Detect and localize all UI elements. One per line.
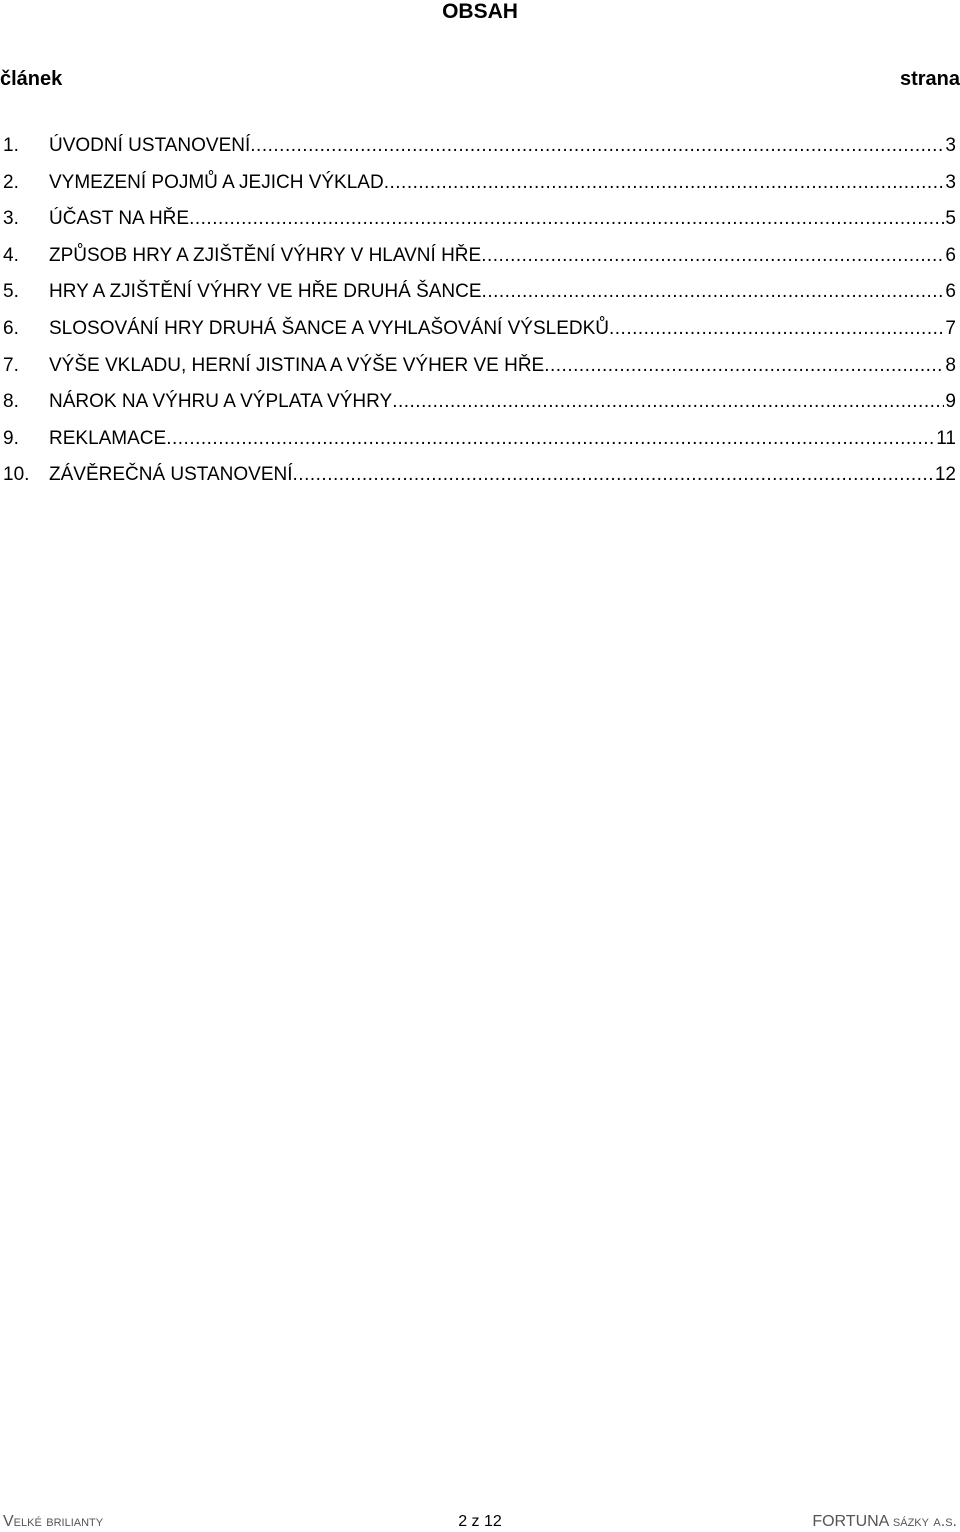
page-footer	[0, 1512, 960, 1532]
toc-entry-number: 2.	[3, 171, 19, 193]
toc-entry-page: 3	[945, 171, 956, 193]
toc-entry-page: 5	[945, 208, 956, 230]
toc-entry[interactable]	[0, 280, 956, 317]
toc-entry-title: ÚČAST NA HŘE	[49, 208, 190, 230]
footer-document-name: Velké brilianty	[3, 1513, 104, 1530]
toc-dot-leader	[392, 390, 944, 414]
toc-entry-page: 6	[945, 244, 956, 266]
toc-entry-number: 1.	[3, 135, 19, 156]
column-header-page: strana	[899, 68, 960, 90]
toc-entry-title: ZPŮSOB HRY A ZJIŠTĚNÍ VÝHRY V HLAVNÍ HŘE	[49, 244, 482, 266]
toc-entry-number: 5.	[3, 281, 19, 303]
column-header-article: článek	[0, 68, 63, 90]
toc-dot-leader	[189, 207, 944, 231]
toc-dot-leader	[481, 244, 944, 268]
toc-entry[interactable]	[0, 317, 956, 354]
toc-dot-leader	[544, 354, 944, 378]
toc-entry-title: NÁROK NA VÝHRU A VÝPLATA VÝHRY	[49, 391, 393, 413]
toc-entry-number: 8.	[3, 391, 19, 413]
toc-entry-title: VYMEZENÍ POJMŮ A JEJICH VÝKLAD	[49, 171, 384, 193]
toc-dot-leader	[166, 427, 935, 451]
toc-entry-page: 8	[945, 354, 956, 376]
table-of-contents	[0, 134, 956, 500]
toc-dot-leader	[250, 134, 944, 158]
toc-entry-number: 10.	[3, 464, 30, 486]
toc-entry-page: 3	[945, 135, 956, 156]
toc-entry-page: 9	[945, 391, 956, 413]
toc-entry-title: ÚVODNÍ USTANOVENÍ	[49, 135, 251, 156]
toc-dot-leader	[609, 317, 944, 341]
toc-entry-number: 9.	[3, 427, 19, 449]
toc-dot-leader	[482, 280, 945, 304]
toc-entry-page: 7	[945, 317, 956, 339]
toc-entry-title: ZÁVĚREČNÁ USTANOVENÍ	[49, 464, 293, 486]
toc-entry-page: 11	[936, 427, 956, 449]
footer-page-number: 2 z 12	[458, 1513, 502, 1530]
toc-entry[interactable]	[0, 463, 956, 500]
toc-entry-number: 7.	[3, 354, 19, 376]
toc-entry-title: HRY A ZJIŠTĚNÍ VÝHRY VE HŘE DRUHÁ ŠANCE	[49, 281, 482, 303]
toc-entry[interactable]	[0, 134, 956, 171]
toc-entry-number: 6.	[3, 317, 19, 339]
toc-entry[interactable]	[0, 354, 956, 391]
toc-entry-number: 3.	[3, 208, 19, 230]
toc-entry-title: REKLAMACE	[49, 427, 167, 449]
toc-dot-leader	[384, 171, 945, 195]
toc-entry[interactable]	[0, 207, 956, 244]
toc-entry-title: VÝŠE VKLADU, HERNÍ JISTINA A VÝŠE VÝHER VE HŘE	[49, 354, 545, 376]
toc-entry[interactable]	[0, 427, 956, 464]
toc-entry[interactable]	[0, 244, 956, 281]
footer-company-name: FORTUNA sázky a.s.	[812, 1513, 957, 1530]
page-title: OBSAH	[442, 0, 518, 23]
toc-entry[interactable]	[0, 390, 956, 427]
toc-entry-title: SLOSOVÁNÍ HRY DRUHÁ ŠANCE A VYHLAŠOVÁNÍ VÝSLEDKŮ	[49, 317, 609, 339]
toc-dot-leader	[293, 463, 934, 487]
toc-entry[interactable]	[0, 171, 956, 208]
toc-entry-number: 4.	[3, 244, 19, 266]
toc-entry-page: 6	[945, 281, 956, 303]
toc-entry-page: 12	[934, 464, 956, 486]
